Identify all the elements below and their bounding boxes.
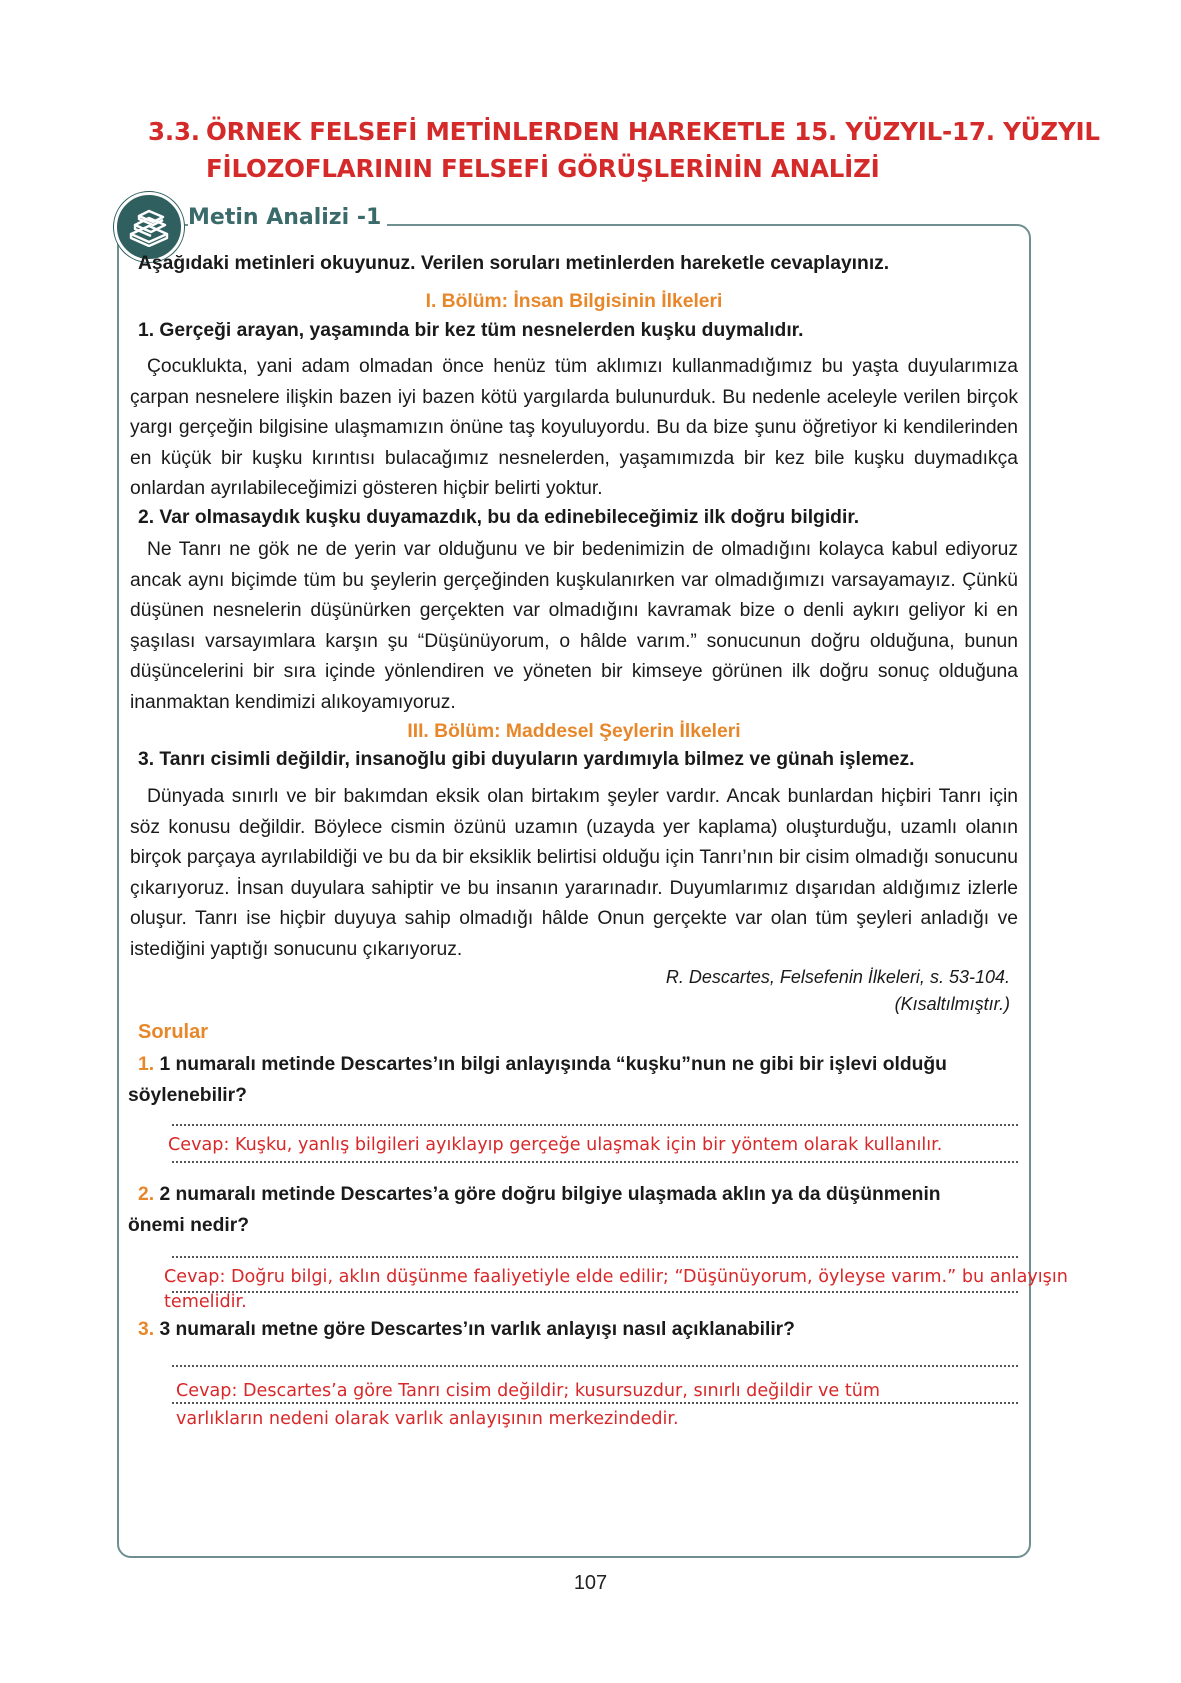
answer-line xyxy=(172,1161,1018,1163)
questions-heading: Sorular xyxy=(138,1021,209,1043)
item3-body: Dünyada sınırlı ve bir bakımdan eksik olan birtakım şeyler vardır. Ancak bunlardan hiçbiri Tanrı için söz konusu değildir. Böylece cismin özünü uzamın (uzayda yer kaplama) oluşturduğu, uzamlı olanın birçok parçaya ayrılabildiği ve bu da bir eksiklik belirtisi olduğu için Tanrı’nın bir cisim olmadığı sonucunu çıkarıyoruz. İnsan duyulara sahiptir ve bu insanın yararınadır. Duyumlarımız dışarıdan aldığımız izlerle oluşur. Tanrı ise hiçbir duyuya sahip olmadığı hâlde Onun gerçekte var olan tüm şeyleri anladığı ve istediğini yaptığı sonucunu çıkarıyoruz. xyxy=(130,786,1018,960)
answer-line xyxy=(172,1256,1018,1258)
section-title xyxy=(148,113,1100,187)
item3-title: 3. Tanrı cisimli değildir, insanoğlu gibi duyuların yardımıyla bilmez ve günah işlemez. xyxy=(138,749,915,770)
instruction: Aşağıdaki metinleri okuyunuz. Verilen soruları metinlerden hareketle cevaplayınız. xyxy=(138,253,890,274)
item2-body: Ne Tanrı ne gök ne de yerin var olduğunu ve bir bedenimizin de olmadığını kolayca kabul ediyoruz ancak aynı biçimde tüm bu şeylerin gerçeğinden kuşkulanırken var olmadığımızı varsayamayız. Çünkü düşünen nesnelerin düşünürken gerçekten var olmadığını kavramak bize o denli aykırı geliyor ki en şaşılası varsayımlara karşın şu “Düşünüyorum, o hâlde varım.” sonucunun doğru olduğuna, bunun düşüncelerini bir sıra içinde yönlendiren ve yöneten bir kimseye görünen ilk doğru sonuç olduğuna inanmaktan kendimizi alıkoyamıyoruz. xyxy=(130,539,1018,713)
citation-source: R. Descartes, Felsefenin İlkeleri, s. 53-104. xyxy=(665,967,1010,987)
part3-heading: III. Bölüm: Maddesel Şeylerin İlkeleri xyxy=(407,721,741,742)
item1-body: Çocuklukta, yani adam olmadan önce henüz tüm aklımızı kullanmadığımız bu yaşta duyularımıza çarpan nesnelere ilişkin bazen iyi bazen kötü yargılarda bulunurduk. Bu nedenle aceleyle verilen birçok yargı gerçeğin bilgisine ulaşmamızın önüne taş koyuluyordu. Bu da bize şunu öğretiyor ki kendilerinden en küçük bir kuşku kırıntısı bulacağımız nesnelerden, yaşamımızda bir kez bile kuşku duymadıkça onlardan ayrılabileceğimizi gösteren hiçbir belirti yoktur. xyxy=(130,356,1018,499)
item2-title: 2. Var olmasaydık kuşku duyamazdık, bu da edinebileceğimiz ilk doğru bilgidir. xyxy=(138,507,860,528)
citation-note: (Kısaltılmıştır.) xyxy=(894,994,1010,1014)
answer-1: Cevap: Kuşku, yanlış bilgileri ayıklayıp gerçeğe ulaşmak için bir yöntem olarak kullanılır. xyxy=(168,1135,943,1155)
text-analysis-label: Metin Analizi -1 xyxy=(188,205,387,230)
section-title-line1: ÖRNEK FELSEFİ METİNLERDEN HAREKETLE 15. YÜZYIL-17. YÜZYIL xyxy=(206,117,1100,146)
answer-line xyxy=(172,1124,1018,1126)
question-3: 3. 3 numaralı metne göre Descartes’ın varlık anlayışı nasıl açıklanabilir? xyxy=(138,1319,795,1340)
answer-line xyxy=(172,1365,1018,1367)
item1-title: 1. Gerçeği arayan, yaşamında bir kez tüm nesnelerden kuşku duymalıdır. xyxy=(138,320,804,341)
part1-heading: I. Bölüm: İnsan Bilgisinin İlkeleri xyxy=(425,291,723,312)
answer-2: Cevap: Doğru bilgi, aklın düşünme faaliyetiyle elde edilir; “Düşünüyorum, öyleyse varım.” bu anlayışın temelidir. xyxy=(164,1267,1068,1312)
question-1: 1. 1 numaralı metinde Descartes’ın bilgi anlayışında “kuşku”nun ne gibi bir işlevi olduğu söylenebilir? xyxy=(128,1054,947,1106)
section-number: 3.3. xyxy=(148,117,200,146)
question-2: 2. 2 numaralı metinde Descartes’a göre doğru bilgiye ulaşmada aklın ya da düşünmenin önemi nedir? xyxy=(128,1184,941,1236)
section-title-line2: FİLOZOFLARININ FELSEFİ GÖRÜŞLERİNİN ANALİZİ xyxy=(206,154,880,183)
answer-3: Cevap: Descartes’a göre Tanrı cisim değildir; kusursuzdur, sınırlı değildir ve tüm varlıkların nedeni olarak varlık anlayışının merkezindedir. xyxy=(176,1381,881,1429)
page-number: 107 xyxy=(573,1572,608,1594)
